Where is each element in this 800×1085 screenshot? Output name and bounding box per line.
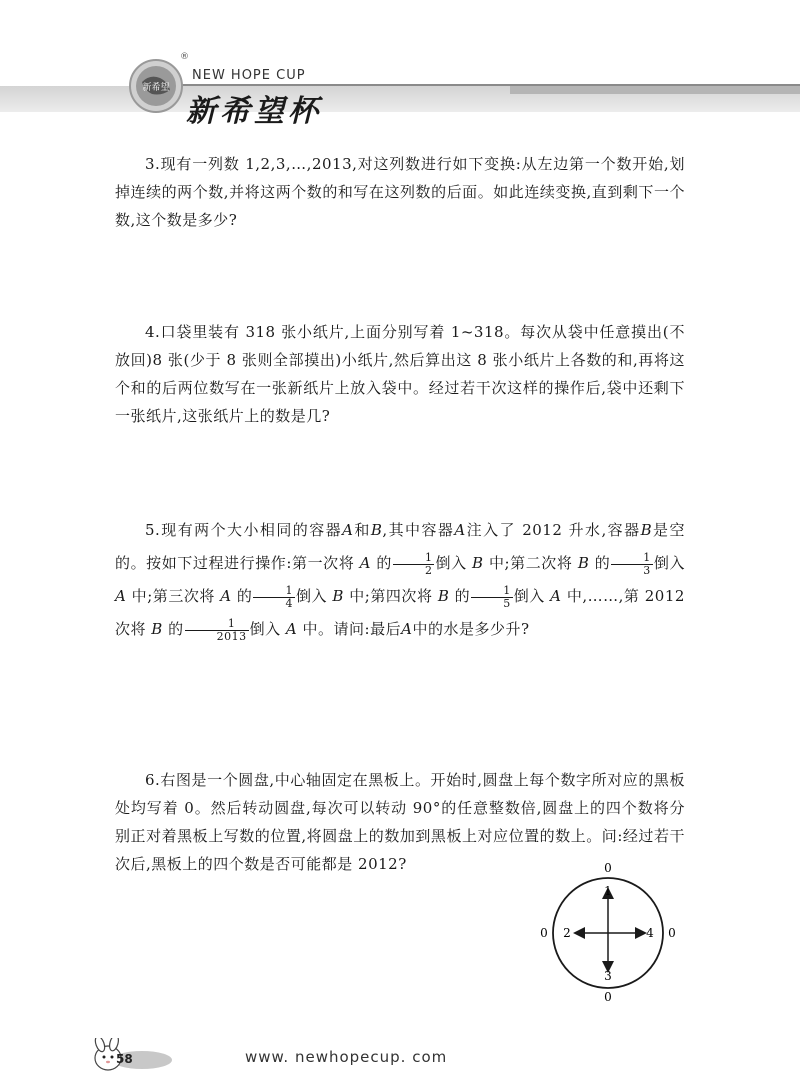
brand-chinese: 新希望杯	[186, 94, 322, 129]
board-right-value: 0	[668, 926, 676, 940]
page-number: 58	[116, 1052, 133, 1066]
fraction-1-2013: $\frac{1}{2013}$	[185, 618, 249, 643]
disk-diagram	[530, 858, 690, 1008]
disk-left-value: 2	[563, 926, 571, 940]
fraction-1-3: $\frac{1}{3}$	[611, 552, 653, 577]
problem-5	[115, 514, 685, 646]
logo-text: 新希望	[142, 83, 170, 93]
disk-bottom-value: 3	[604, 969, 612, 983]
fraction-1-2: $\frac{1}{2}$	[393, 552, 435, 577]
logo-globe-icon	[126, 56, 186, 116]
brand-english: NEW HOPE CUP	[192, 68, 306, 83]
page-badge	[90, 1038, 180, 1074]
board-top-value: 0	[604, 861, 612, 875]
header-accent-bar	[510, 86, 800, 94]
disk-right-value: 4	[646, 926, 654, 940]
board-left-value: 0	[540, 926, 548, 940]
problem-3	[115, 150, 685, 234]
problem-6-text: 6.右图是一个圆盘,中心轴固定在黑板上。开始时,圆盘上每个数字所对应的黑板处均写着 0。然后转动圆盘,每次可以转动 90°的任意整数倍,圆盘上的四个数将分别正对着黑板上写数的位置,将圆盘上的数加到黑板上对应位置的数上。问:经过若干次后,黑板上的四个数是否可能都是 2012?	[115, 771, 685, 873]
board-bottom-value: 0	[604, 990, 612, 1004]
registered-mark: ®	[180, 52, 189, 62]
bunny-icon	[90, 1038, 180, 1074]
problem-4	[115, 318, 685, 430]
problem-3-text: 3.现有一列数 1,2,3,…,2013,对这列数进行如下变换:从左边第一个数开始,划掉连续的两个数,并将这两个数的和写在这列数的后面。如此连续变换,直到剩下一个数,这个数是多少?	[115, 155, 685, 229]
problem-4-text: 4.口袋里装有 318 张小纸片,上面分别写着 1~318。每次从袋中任意摸出(不放回)8 张(少于 8 张则全部摸出)小纸片,然后算出这 8 张小纸片上各数的和,再将这个和的后两位数写在一张新纸片上放入袋中。经过若干次这样的操作后,袋中还剩下一张纸片,这张纸片上的数是几?	[115, 323, 685, 425]
fraction-1-5: $\frac{1}{5}$	[471, 585, 513, 610]
problem-5-text: 5.现有两个大小相同的容器A和B,其中容器A注入了 2012 升水,容器B是空的。按如下过程进行操作:第一次将 A 的 $\frac{1}{2}$ 倒入 B 中;第二次将 B 的 $\frac{1}{3}$ 倒入 A 中;第三次将 A 的 $\frac{1}{4}$ 倒入 B 中;第四次将 B 的 $\frac{1}{5}$ 倒入 A 中,……,第 2012 次将 B 的 $\frac{1}{2013}$ 倒入 A 中。请问:最后A中的水是多少升?	[115, 521, 685, 643]
fraction-1-4: $\frac{1}{4}$	[253, 585, 295, 610]
footer-url: www. newhopecup. com	[245, 1048, 448, 1066]
disk-top-value: 1	[604, 884, 612, 898]
